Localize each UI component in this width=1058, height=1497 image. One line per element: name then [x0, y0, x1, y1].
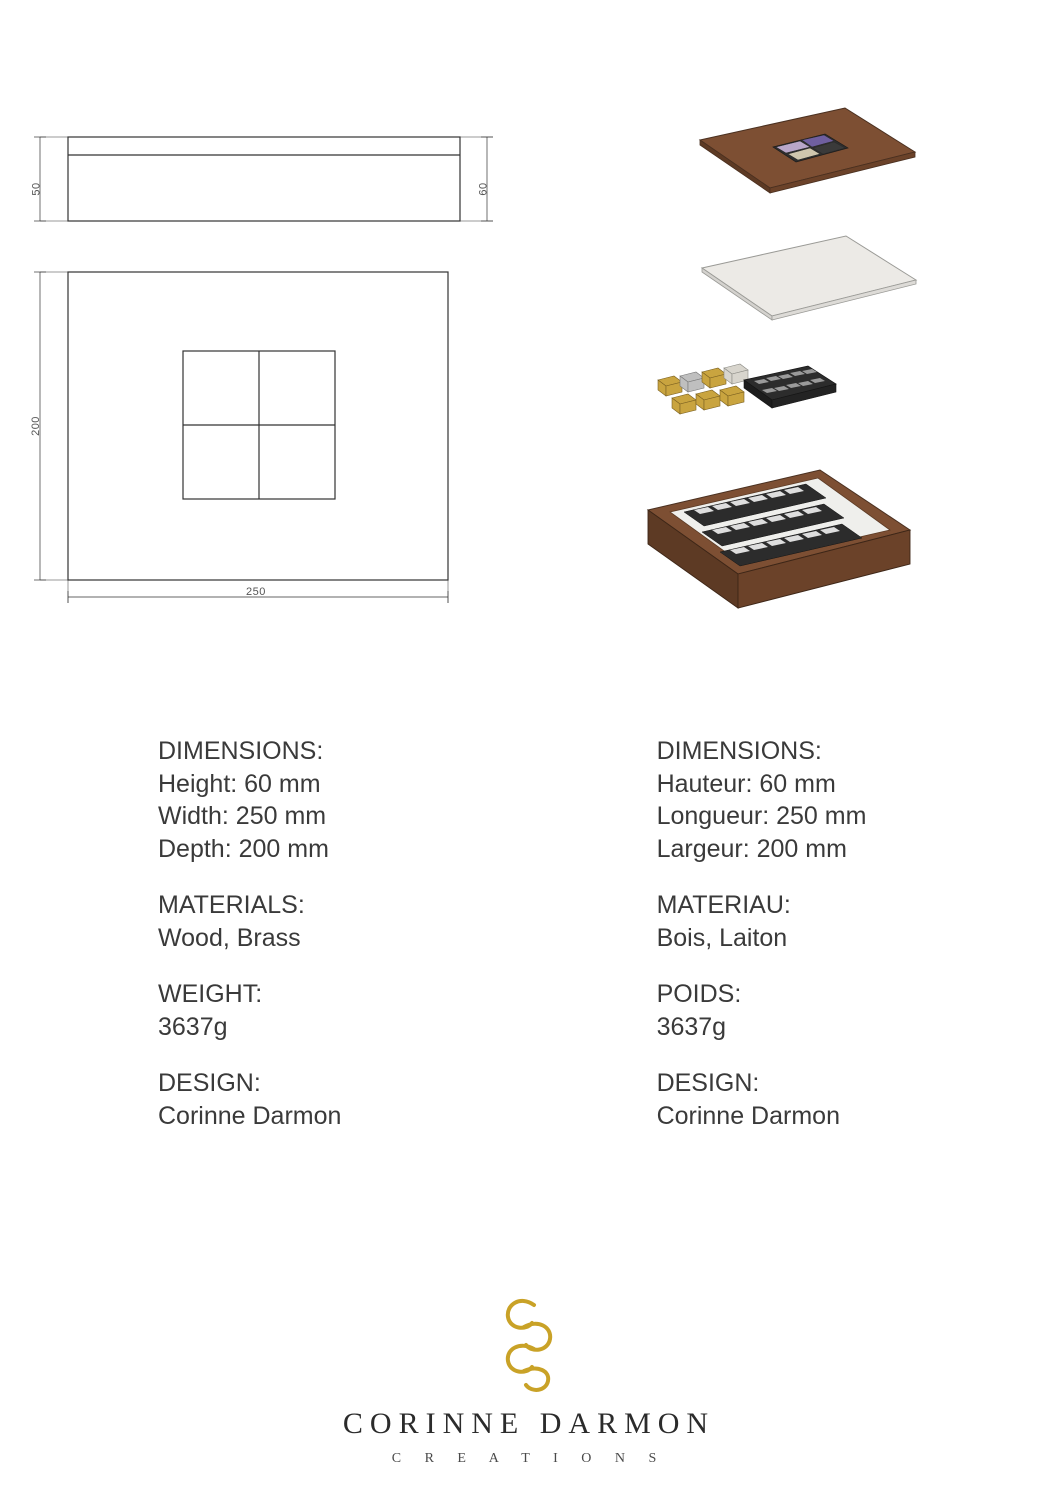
- exploded-tray: [648, 470, 910, 608]
- brand-name: CORINNE DARMON: [342, 1407, 716, 1440]
- spec-designer-fr: Corinne Darmon: [656, 1101, 840, 1130]
- spec-design-en: [158, 1067, 579, 1132]
- spec-height-en: Height: 60 mm: [158, 769, 321, 798]
- spec-weight-fr: [657, 978, 1058, 1043]
- spec-depth-en: Depth: 200 mm: [158, 834, 329, 863]
- spec-design-heading-fr: DESIGN:: [656, 1069, 760, 1097]
- dimension-side-right: 60: [477, 182, 490, 196]
- spec-width-en: Width: 250 mm: [158, 802, 327, 830]
- spec-dimensions-fr: [657, 735, 1058, 865]
- spec-materials-heading-en: MATERIALS:: [158, 891, 305, 919]
- spec-weight-heading-en: WEIGHT:: [158, 980, 263, 1008]
- technical-drawing: [0, 0, 620, 680]
- specs-french: [657, 735, 1058, 1132]
- top-view: [34, 272, 448, 603]
- specifications: [0, 735, 1058, 1132]
- spec-weight-value-en: 3637g: [158, 1012, 228, 1041]
- exploded-inserts: [658, 364, 836, 414]
- spec-designer-en: Corinne Darmon: [158, 1101, 342, 1130]
- dimension-side-left: 50: [30, 182, 43, 196]
- side-elevation: [34, 137, 493, 221]
- spec-height-fr: Hauteur: 60 mm: [656, 769, 836, 798]
- footer: [0, 1287, 1058, 1467]
- spec-materials-heading-fr: MATERIAU:: [656, 891, 791, 919]
- spec-materials-value-fr: Bois, Laiton: [656, 923, 788, 952]
- dimension-top-height: 200: [29, 416, 42, 436]
- spec-dimensions-heading-fr: DIMENSIONS:: [656, 737, 822, 765]
- brand-tagline: C R E A T I O N S: [391, 1451, 667, 1466]
- spec-dimensions-heading-en: DIMENSIONS:: [158, 737, 324, 765]
- specs-english: [158, 735, 579, 1132]
- exploded-lid: [700, 108, 915, 193]
- spec-width-fr: Longueur: 250 mm: [656, 802, 867, 830]
- spec-materials-value-en: Wood, Brass: [158, 923, 301, 952]
- spec-design-fr: [657, 1067, 1058, 1132]
- technical-drawing-svg: [0, 0, 620, 680]
- spec-dimensions-en: [158, 735, 579, 865]
- spec-weight-heading-fr: POIDS:: [656, 980, 742, 1008]
- insert-strip: [744, 366, 836, 408]
- exploded-panel: [702, 236, 916, 320]
- exploded-views: [640, 80, 1040, 660]
- spec-materials-en: [158, 889, 579, 954]
- exploded-views-svg: [640, 80, 1040, 660]
- spec-weight-value-fr: 3637g: [656, 1012, 727, 1041]
- spec-design-heading-en: DESIGN:: [158, 1069, 261, 1097]
- brand-logo-icon: [494, 1287, 564, 1397]
- spec-weight-en: [158, 978, 579, 1043]
- spec-materials-fr: [657, 889, 1058, 954]
- spec-depth-fr: Largeur: 200 mm: [656, 834, 847, 863]
- dimension-top-width: 250: [246, 586, 266, 598]
